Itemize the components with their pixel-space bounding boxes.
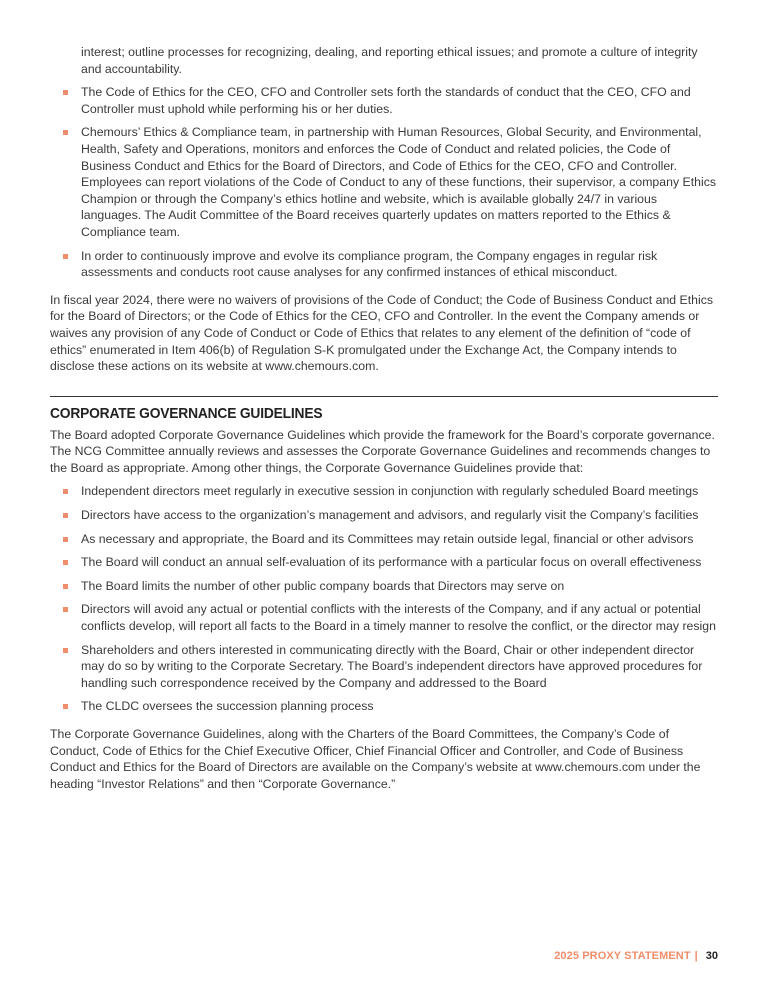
continued-bullet-text: interest; outline processes for recognizing, dealing, and reporting ethical issues; and promote a culture of integrity and accountability.: [81, 45, 698, 76]
section-title: CORPORATE GOVERNANCE GUIDELINES: [50, 404, 323, 422]
list-item-text: Directors will avoid any actual or potential conflicts with the interests of the Company, and if any actual or potential conflicts develop, will report all facts to the Board in a timely manner to resolve the conflict, or the director may resign: [81, 602, 716, 634]
bullet-square-icon: [63, 254, 68, 259]
waiver-paragraph: In fiscal year 2024, there were no waivers of provisions of the Code of Conduct; the Code of Business Conduct and Ethics for the Board of Directors; or the Code of Ethics for the CEO, CFO and Controller. In the event the Company amends or waives any provision of any Code of Conduct or Code of Ethics that relates to any element of the definition of “code of ethics” enumerated in Item 406(b) of Regulation S-K promulgated under the Exchange Act, the Company intends to disclose these actions on its website at www.chemours.com.: [50, 292, 714, 374]
list-item-text: The Code of Ethics for the CEO, CFO and Controller sets forth the standards of conduct that the CEO, CFO and Controller must uphold while performing his or her duties.: [81, 85, 691, 116]
bullet-square-icon: [63, 513, 68, 518]
closing-paragraph: The Corporate Governance Guidelines, along with the Charters of the Board Committees, the Company’s Code of Conduct, Code of Ethics for the Chief Executive Officer, Chief Financial Officer and Controller, and Code of Business Conduct and Ethics for the Board of Directors are available on the Company’s website at www.chemours.com under the heading “Investor Relations” and then “Corporate Governance.”: [50, 727, 701, 791]
section-divider: [50, 396, 718, 397]
list-item: [50, 84, 718, 117]
page-footer: [554, 950, 718, 962]
list-item-text: Independent directors meet regularly in executive session in conjunction with regularly scheduled Board meetings: [81, 484, 699, 499]
footer-separator: |: [694, 950, 698, 962]
list-item: [50, 248, 718, 281]
bullet-square-icon: [63, 560, 68, 565]
list-item: [50, 698, 718, 715]
list-item-text: Shareholders and others interested in communicating directly with the Board, Chair or other independent director may do so by writing to the Corporate Secretary. The Board’s independent directors have approved procedures for handling such correspondence received by the Company and addressed to the Board: [81, 642, 703, 690]
document-page: [50, 44, 718, 792]
governance-bullet-list: [50, 483, 718, 715]
list-item: [50, 531, 718, 548]
list-item: [50, 124, 718, 240]
page-number: 30: [705, 950, 718, 962]
list-item-text: The Board will conduct an annual self-evaluation of its performance with a particular focus on overall effectiveness: [81, 555, 702, 570]
list-item: [50, 601, 718, 634]
bullet-square-icon: [63, 584, 68, 589]
bullet-square-icon: [63, 704, 68, 709]
list-item: [50, 642, 718, 692]
ethics-bullet-list: [50, 84, 718, 281]
section-intro: The Board adopted Corporate Governance Guidelines which provide the framework for the Board’s corporate governance. The NCG Committee annually reviews and assesses the Corporate Governance Guidelines and recommends changes to the Board as appropriate. Among other things, the Corporate Governance Guidelines provide that:: [50, 427, 715, 475]
list-item: [50, 578, 718, 595]
list-item-text: Directors have access to the organization’s management and advisors, and regularly visit the Company’s facilities: [81, 508, 699, 523]
list-item-text: As necessary and appropriate, the Board and its Committees may retain outside legal, financial or other advisors: [81, 531, 694, 546]
bullet-square-icon: [63, 489, 68, 494]
list-item-text: The CLDC oversees the succession planning process: [81, 699, 374, 714]
bullet-square-icon: [63, 130, 68, 135]
bullet-square-icon: [63, 537, 68, 542]
footer-label: 2025 PROXY STATEMENT: [554, 950, 691, 962]
list-item: [50, 554, 718, 571]
bullet-square-icon: [63, 648, 68, 653]
bullet-square-icon: [63, 90, 68, 95]
list-item: [50, 483, 718, 500]
list-item: [50, 507, 718, 524]
bullet-square-icon: [63, 607, 68, 612]
list-item-text: In order to continuously improve and evolve its compliance program, the Company engages in regular risk assessments and conducts root cause analyses for any confirmed instances of ethical misconduct.: [81, 248, 658, 280]
list-item-text: Chemours’ Ethics & Compliance team, in partnership with Human Resources, Global Security, and Environmental, Health, Safety and Operations, monitors and enforces the Code of Conduct and related policies, the Code of Business Conduct and Ethics for the Board of Directors, and Code of Ethics for the CEO, CFO and Controller. Employees can report violations of the Code of Conduct to any of these functions, their supervisor, a company Ethics Champion or through the Company’s ethics hotline and website, which is available globally 24/7 in various languages. The Audit Committee of the Board receives quarterly updates on matters reported to the Ethics & Compliance team.: [81, 125, 717, 239]
list-item-text: The Board limits the number of other public company boards that Directors may serve on: [81, 578, 565, 593]
